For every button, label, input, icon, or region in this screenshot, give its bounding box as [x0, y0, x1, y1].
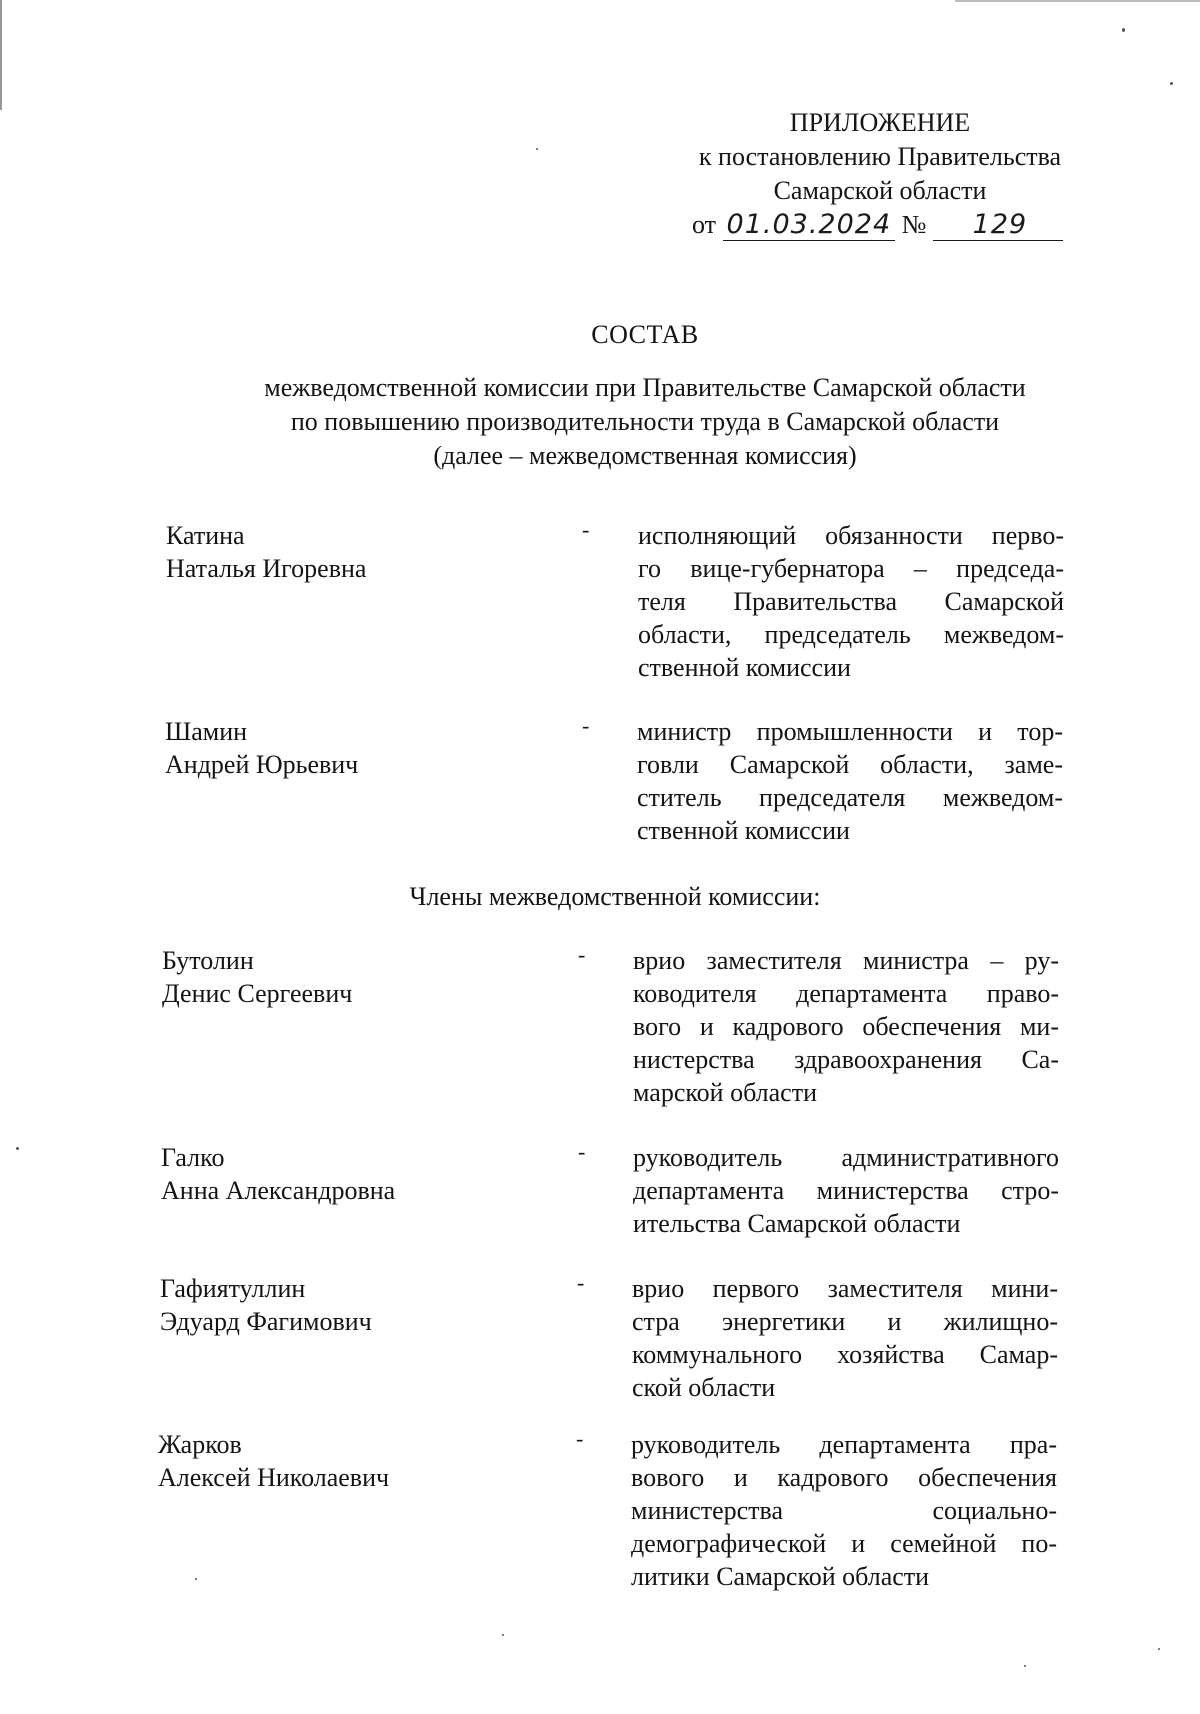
role-line: говли Самарской области, заме-: [637, 750, 1063, 779]
member-surname: Галко: [161, 1143, 225, 1172]
role-line: ской области: [632, 1373, 776, 1402]
member-role: [631, 1428, 1057, 1593]
member-name: [158, 1428, 598, 1494]
role-line: области, председатель межведом-: [638, 620, 1064, 649]
scan-speck: [1158, 1648, 1160, 1650]
scan-edge-top: [955, 0, 1200, 2]
annex-heading: ПРИЛОЖЕНИЕ: [789, 108, 971, 137]
member-name: [162, 944, 602, 1010]
member-surname: Гафиятуллин: [160, 1274, 306, 1303]
separator-dash: -: [582, 713, 590, 738]
role-line: руководитель административного: [633, 1143, 1059, 1172]
date-prefix: от: [692, 210, 717, 239]
role-line: ственной комиссии: [638, 653, 851, 682]
subtitle-line-3: (далее – межведомственная комиссия): [433, 441, 857, 470]
separator-dash: -: [577, 1270, 585, 1295]
role-line: министерства социально-: [631, 1496, 1057, 1525]
member-name: [160, 1272, 600, 1338]
scan-speck: [1122, 28, 1125, 32]
scan-speck: [1170, 82, 1173, 85]
role-line: вого и кадрового обеспечения ми-: [633, 1012, 1059, 1041]
role-line: врио первого заместителя мини-: [632, 1274, 1058, 1303]
role-line: ководителя департамента право-: [633, 979, 1059, 1008]
role-line: министр промышленности и тор-: [637, 717, 1063, 746]
role-line: марской области: [633, 1078, 817, 1107]
annex-line-2: Самарской области: [773, 176, 987, 205]
scan-speck: [536, 148, 538, 150]
member-name: [166, 519, 606, 585]
role-line: демографической и семейной по-: [631, 1529, 1057, 1558]
handwritten-number: 129: [933, 210, 1063, 241]
member-role: [633, 1141, 1059, 1240]
scan-speck: [502, 1634, 504, 1636]
member-surname: Катина: [166, 521, 245, 550]
member-given-names: Алексей Николаевич: [158, 1463, 390, 1492]
member-given-names: Анна Александровна: [161, 1176, 396, 1205]
role-line: литики Самарской области: [631, 1562, 930, 1591]
member-role: [637, 715, 1063, 847]
annex-reference: [660, 208, 1100, 242]
role-line: департамента министерства стро-: [633, 1176, 1059, 1205]
subtitle-line-2: по повышению производительности труда в Самарской области: [290, 407, 1000, 436]
scan-speck: [1024, 1665, 1026, 1667]
role-line: ственной комиссии: [637, 816, 850, 845]
separator-dash: -: [576, 1426, 584, 1451]
role-line: коммунального хозяйства Самар-: [632, 1340, 1058, 1369]
role-line: теля Правительства Самарской: [638, 587, 1064, 616]
role-line: вового и кадрового обеспечения: [631, 1463, 1057, 1492]
members-heading: Члены межведомственной комиссии:: [409, 882, 821, 911]
member-given-names: Эдуард Фагимович: [160, 1307, 372, 1336]
handwritten-date: 01.03.2024: [723, 210, 896, 241]
scan-speck: [16, 1147, 19, 1150]
role-line: нистерства здравоохранения Са-: [633, 1045, 1059, 1074]
member-surname: Бутолин: [162, 946, 254, 975]
scan-edge-left: [0, 0, 2, 110]
role-line: ститель председателя межведом-: [637, 783, 1063, 812]
number-sign: №: [901, 210, 927, 239]
role-line: руководитель департамента пра-: [631, 1430, 1057, 1459]
annex-line-1: к постановлению Правительства: [698, 142, 1062, 171]
member-name: [165, 715, 605, 781]
document-title: СОСТАВ: [591, 320, 699, 349]
role-line: го вице-губернатора – председа-: [638, 554, 1064, 583]
document-subtitle: [0, 371, 1200, 473]
member-given-names: Наталья Игоревна: [166, 554, 367, 583]
role-line: стра энергетики и жилищно-: [632, 1307, 1058, 1336]
role-line: врио заместителя министра – ру-: [633, 946, 1059, 975]
role-line: исполняющий обязанности перво-: [638, 521, 1064, 550]
scan-speck: [195, 1578, 197, 1580]
subtitle-line-1: межведомственной комиссии при Правительстве Самарской области: [264, 373, 1026, 402]
member-role: [633, 944, 1059, 1109]
role-line: ительства Самарской области: [633, 1209, 961, 1238]
separator-dash: -: [578, 942, 586, 967]
member-role: [638, 519, 1064, 684]
member-surname: Жарков: [158, 1430, 242, 1459]
separator-dash: -: [578, 1139, 586, 1164]
member-name: [161, 1141, 601, 1207]
member-given-names: Андрей Юрьевич: [165, 750, 359, 779]
annex-block: [660, 106, 1100, 242]
member-surname: Шамин: [165, 717, 248, 746]
member-role: [632, 1272, 1058, 1404]
member-given-names: Денис Сергеевич: [162, 979, 353, 1008]
separator-dash: -: [582, 517, 590, 542]
